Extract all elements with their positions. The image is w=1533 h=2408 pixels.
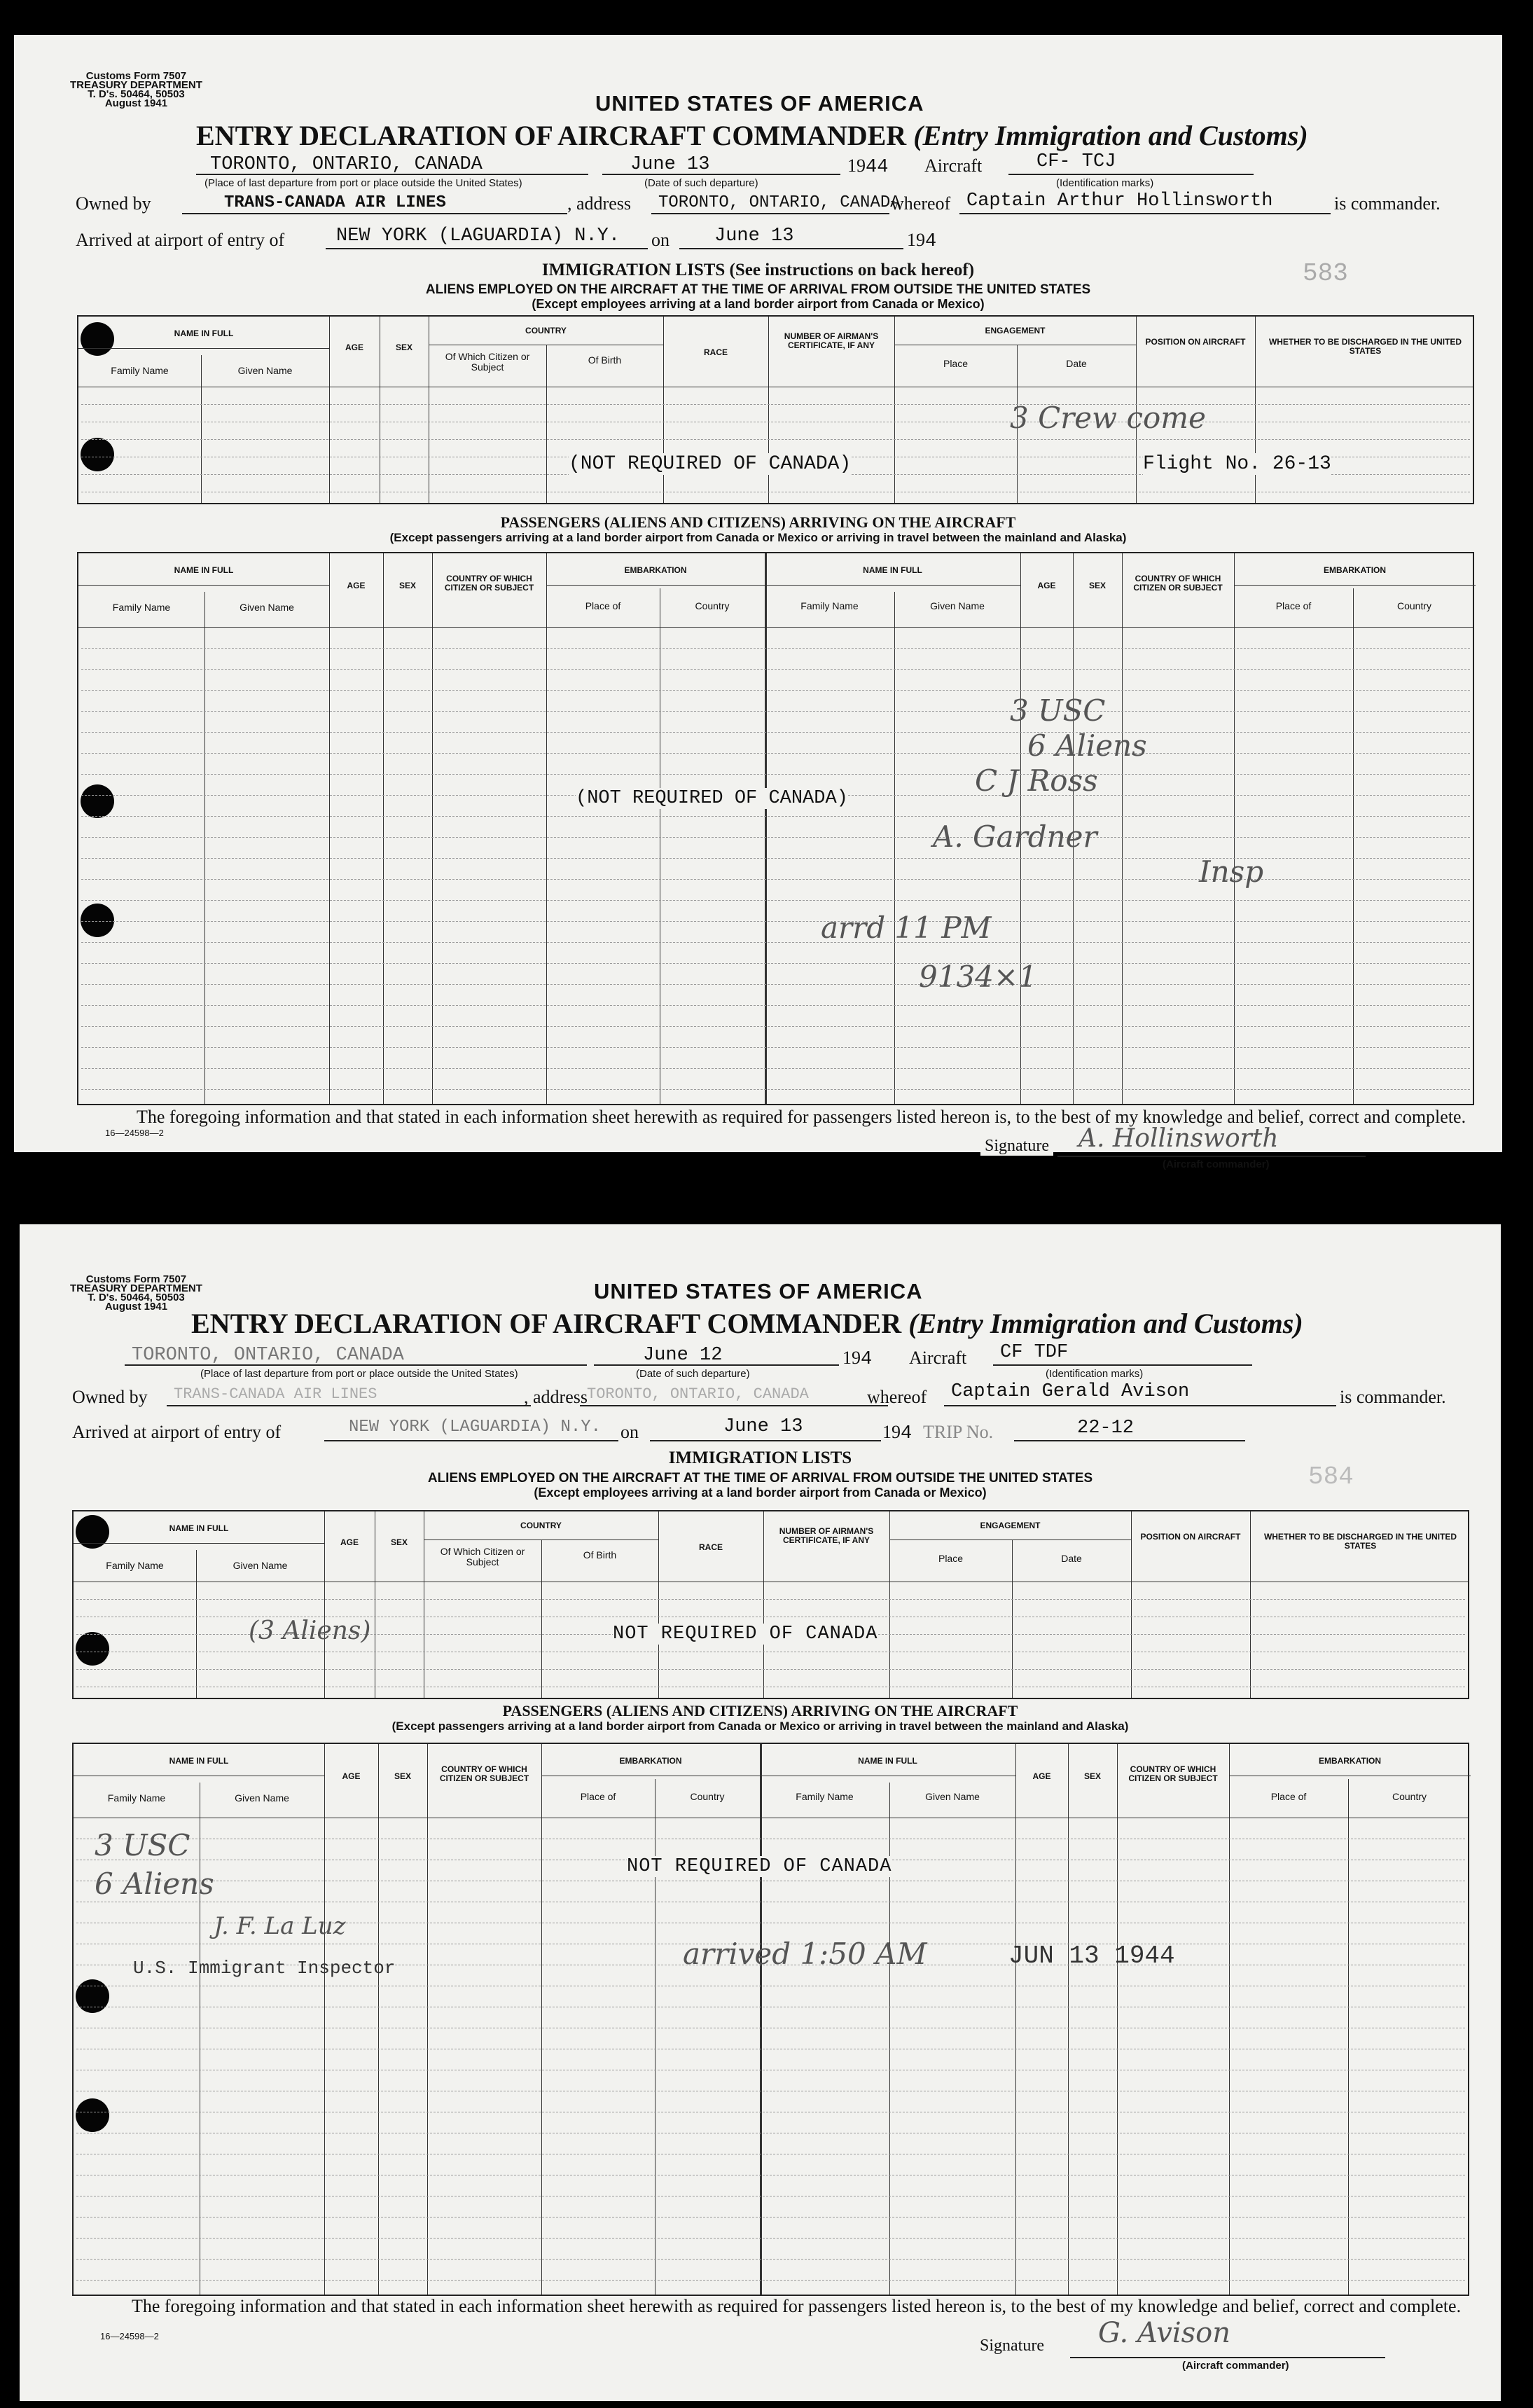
passengers-table xyxy=(77,552,1474,1105)
handwriting-line: A. Gardner xyxy=(933,819,1097,854)
col-place-of: Place of xyxy=(580,1791,616,1802)
arrival-airport: NEW YORK (LAGUARDIA) N.Y. xyxy=(349,1418,602,1437)
col-given-name: Given Name xyxy=(240,602,294,613)
passengers-subtitle: (Except passengers arriving at a land border airport from Canada or Mexico or arriving in travel between the mainland and Alaska) xyxy=(389,531,1127,544)
departure-place-caption: (Place of last departure from port or place outside the United States) xyxy=(200,1368,518,1380)
year-field: 194 xyxy=(842,1348,873,1370)
departure-place: TORONTO, ONTARIO, CANADA xyxy=(210,154,483,175)
handwriting-line: 9134×1 xyxy=(919,960,1037,994)
col-place-of: Place of xyxy=(1275,600,1312,611)
col-date: Date xyxy=(1066,358,1087,369)
commander-suffix: is commander. xyxy=(1340,1387,1446,1407)
owned-label: Owned by xyxy=(72,1387,148,1407)
trip-label: TRIP No. xyxy=(923,1422,994,1442)
col-race: RACE xyxy=(703,347,728,357)
flight-number: Flight No. 26-13 xyxy=(1143,453,1331,475)
form-title: ENTRY DECLARATION OF AIRCRAFT COMMANDER (Entry Immigration and Customs) xyxy=(196,120,1308,151)
col-age: AGE xyxy=(347,581,366,590)
departure-date: June 12 xyxy=(643,1345,723,1366)
signature-label: Signature xyxy=(980,1137,1053,1156)
immigration-lists-title: IMMIGRATION LISTS (See instructions on back hereof) xyxy=(541,261,975,279)
col-given-name: Given Name xyxy=(233,1560,288,1571)
col-embarkation: EMBARKATION xyxy=(1323,565,1387,575)
col-place: Place xyxy=(943,358,969,369)
arrival-airport: NEW YORK (LAGUARDIA) N.Y. xyxy=(336,226,620,247)
col-embarkation: EMBARKATION xyxy=(619,1756,682,1766)
col-family-name: Family Name xyxy=(107,1792,166,1804)
col-date: Date xyxy=(1061,1553,1082,1564)
declaration-sheet-1 xyxy=(14,35,1502,1170)
col-sex: SEX xyxy=(394,1771,411,1781)
col-position: POSITION ON AIRCRAFT xyxy=(1145,337,1246,347)
aircraft-label: Aircraft xyxy=(924,155,983,176)
print-code: 16—24598—2 xyxy=(100,2331,159,2341)
whereof-label: whereof xyxy=(867,1387,927,1407)
handwriting-line: 3 USC xyxy=(1010,693,1106,728)
col-country-citizen: COUNTRY OF WHICH CITIZEN OR SUBJECT xyxy=(439,1764,529,1783)
arrival-year: 194 xyxy=(907,230,937,252)
col-age: AGE xyxy=(340,1537,359,1547)
col-age: AGE xyxy=(342,1771,361,1781)
handwriting-line: arrd 11 PM xyxy=(821,911,992,945)
id-caption: (Identification marks) xyxy=(1056,177,1154,189)
col-place-of: Place of xyxy=(1270,1791,1307,1802)
trip-number: 22-12 xyxy=(1077,1418,1135,1439)
date-stamp: JUN 13 1944 xyxy=(1008,1942,1175,1970)
col-name-in-full: NAME IN FULL xyxy=(169,1756,229,1766)
passengers-subtitle: (Except passengers arriving at a land border airport from Canada or Mexico or arriving in travel between the mainland and Alaska) xyxy=(391,1719,1129,1733)
address-label: , address xyxy=(524,1387,588,1407)
on-label: on xyxy=(651,230,670,250)
col-citizen: Of Which Citizen or Subject xyxy=(440,1546,525,1568)
commander-name: Captain Arthur Hollinsworth xyxy=(966,191,1273,212)
form-title: ENTRY DECLARATION OF AIRCRAFT COMMANDER (Entry Immigration and Customs) xyxy=(191,1308,1303,1339)
col-name-in-full: NAME IN FULL xyxy=(858,1756,917,1766)
departure-date: June 13 xyxy=(630,154,710,175)
certification-text: The foregoing information and that stated in each information sheet herewith as required for passengers listed hereon is, to the best of my knowledge and belief, correct and complete. xyxy=(137,1107,1466,1127)
aliens-table xyxy=(77,315,1474,504)
col-age: AGE xyxy=(1032,1771,1051,1781)
aliens-handwriting: 3 Crew come xyxy=(1010,401,1206,435)
col-country: Country xyxy=(1392,1791,1427,1802)
date-caption: (Date of such departure) xyxy=(644,177,758,189)
handwriting-line: 3 USC xyxy=(95,1828,190,1862)
aliens-title: ALIENS EMPLOYED ON THE AIRCRAFT AT THE TIME OF ARRIVAL FROM OUTSIDE THE UNITED STATES xyxy=(427,1471,1093,1486)
inspector-title: U.S. Immigrant Inspector xyxy=(133,1958,396,1979)
form-identifier: Customs Form 7507 TREASURY DEPARTMENT T. D's. 50464, 50503 August 1941 xyxy=(70,70,202,109)
form-identifier: Customs Form 7507 TREASURY DEPARTMENT T. D's. 50464, 50503 August 1941 xyxy=(70,1273,202,1313)
signature-caption: (Aircraft commander) xyxy=(1182,2360,1289,2372)
commander-suffix: is commander. xyxy=(1334,193,1441,214)
col-name-in-full: NAME IN FULL xyxy=(169,1523,229,1533)
passengers-title: PASSENGERS (ALIENS AND CITIZENS) ARRIVING ON THE AIRCRAFT xyxy=(502,1702,1018,1719)
col-sex: SEX xyxy=(398,581,416,590)
col-engagement: ENGAGEMENT xyxy=(985,326,1046,335)
handwriting-line: 6 Aliens xyxy=(95,1867,214,1901)
aircraft-label: Aircraft xyxy=(909,1348,967,1368)
col-family-name: Family Name xyxy=(796,1791,854,1802)
passengers-table xyxy=(72,1743,1469,2296)
aliens-subtitle: (Except employees arriving at a land border airport from Canada or Mexico) xyxy=(532,297,985,311)
col-of-birth: Of Birth xyxy=(588,354,622,366)
address: TORONTO, ONTARIO, CANADA xyxy=(658,193,901,212)
col-place: Place xyxy=(938,1553,964,1564)
address: TORONTO, ONTARIO, CANADA xyxy=(587,1385,809,1403)
arrival-date: June 13 xyxy=(723,1416,803,1437)
print-code: 16—24598—2 xyxy=(105,1128,164,1138)
col-country-citizen: COUNTRY OF WHICH CITIZEN OR SUBJECT xyxy=(444,574,534,593)
col-family-name: Family Name xyxy=(800,600,859,611)
col-place-of: Place of xyxy=(585,600,621,611)
col-given-name: Given Name xyxy=(930,600,985,611)
aliens-handwriting: (3 Aliens) xyxy=(249,1617,371,1645)
col-sex: SEX xyxy=(395,342,412,352)
aliens-not-required: NOT REQUIRED OF CANADA xyxy=(613,1624,878,1645)
col-race: RACE xyxy=(698,1542,723,1552)
col-given-name: Given Name xyxy=(925,1791,980,1802)
on-label: on xyxy=(620,1422,639,1442)
signature-caption: (Aircraft commander) xyxy=(1163,1158,1270,1170)
arrived-label: Arrived at airport of entry of xyxy=(76,230,285,250)
commander-signature: G. Avison xyxy=(1098,2317,1230,2349)
handwriting-line: 6 Aliens xyxy=(1027,728,1147,763)
immigration-lists-title: IMMIGRATION LISTS xyxy=(668,1448,852,1467)
col-country: COUNTRY xyxy=(525,326,567,335)
col-age: AGE xyxy=(1037,581,1056,590)
handwriting-line: C J Ross xyxy=(975,763,1098,798)
date-caption: (Date of such departure) xyxy=(636,1368,750,1380)
departure-place-caption: (Place of last departure from port or place outside the United States) xyxy=(204,177,522,189)
country-heading: UNITED STATES OF AMERICA xyxy=(594,1279,923,1303)
commander-name: Captain Gerald Avison xyxy=(951,1381,1190,1402)
col-citizen: Of Which Citizen or Subject xyxy=(445,351,530,373)
id-caption: (Identification marks) xyxy=(1046,1368,1144,1380)
whereof-label: whereof xyxy=(891,193,951,214)
stamp-number: 583 xyxy=(1303,259,1348,288)
col-given-name: Given Name xyxy=(237,365,293,376)
owner: TRANS-CANADA AIR LINES xyxy=(174,1385,377,1403)
owner: TRANS-CANADA AIR LINES xyxy=(224,193,446,212)
col-of-birth: Of Birth xyxy=(583,1549,617,1561)
col-family-name: Family Name xyxy=(106,1560,164,1571)
passengers-not-required: (NOT REQUIRED OF CANADA) xyxy=(576,788,848,809)
col-sex: SEX xyxy=(390,1537,408,1547)
passengers-title: PASSENGERS (ALIENS AND CITIZENS) ARRIVING ON THE AIRCRAFT xyxy=(500,513,1016,531)
col-age: AGE xyxy=(345,342,363,352)
stamp-number: 584 xyxy=(1308,1462,1354,1491)
col-country-citizen: COUNTRY OF WHICH CITIZEN OR SUBJECT xyxy=(1128,1764,1218,1783)
owned-label: Owned by xyxy=(76,193,151,214)
col-discharged: WHETHER TO BE DISCHARGED IN THE UNITED STATES xyxy=(1263,1532,1457,1551)
col-sex: SEX xyxy=(1083,1771,1101,1781)
aliens-title: ALIENS EMPLOYED ON THE AIRCRAFT AT THE TIME OF ARRIVAL FROM OUTSIDE THE UNITED STATES xyxy=(425,282,1091,297)
col-sex: SEX xyxy=(1088,581,1106,590)
col-engagement: ENGAGEMENT xyxy=(980,1521,1041,1530)
col-country: Country xyxy=(690,1791,725,1802)
col-country-citizen: COUNTRY OF WHICH CITIZEN OR SUBJECT xyxy=(1133,574,1223,593)
signature-label: Signature xyxy=(976,2337,1048,2355)
arrived-label: Arrived at airport of entry of xyxy=(72,1422,282,1442)
col-position: POSITION ON AIRCRAFT xyxy=(1140,1532,1241,1542)
handwriting-line: Insp xyxy=(1199,854,1264,889)
col-airman-cert: NUMBER OF AIRMAN'S CERTIFICATE, IF ANY xyxy=(779,1526,874,1545)
aliens-subtitle: (Except employees arriving at a land border airport from Canada or Mexico) xyxy=(534,1486,987,1500)
col-airman-cert: NUMBER OF AIRMAN'S CERTIFICATE, IF ANY xyxy=(784,331,879,350)
col-name-in-full: NAME IN FULL xyxy=(174,565,234,575)
col-country: Country xyxy=(1396,600,1432,611)
col-given-name: Given Name xyxy=(235,1792,289,1804)
certification-text: The foregoing information and that stated in each information sheet herewith as required for passengers listed hereon is, to the best of my knowledge and belief, correct and complete. xyxy=(132,2296,1462,2316)
arrival-date: June 13 xyxy=(714,226,794,247)
departure-place: TORONTO, ONTARIO, CANADA xyxy=(132,1345,404,1366)
year-field: 1944 xyxy=(847,155,889,178)
country-heading: UNITED STATES OF AMERICA xyxy=(595,91,924,116)
col-name-in-full: NAME IN FULL xyxy=(863,565,922,575)
aliens-not-required: (NOT REQUIRED OF CANADA) xyxy=(569,453,852,475)
declaration-sheet-2 xyxy=(20,1224,1501,2401)
aircraft-id: CF TDF xyxy=(1000,1342,1069,1363)
handwriting-line: arrived 1:50 AM xyxy=(683,1937,927,1971)
col-name-in-full: NAME IN FULL xyxy=(174,328,234,338)
handwriting-line: J. F. La Luz xyxy=(214,1912,346,1940)
col-family-name: Family Name xyxy=(111,365,169,376)
col-discharged: WHETHER TO BE DISCHARGED IN THE UNITED STATES xyxy=(1268,337,1462,356)
aliens-table xyxy=(72,1510,1469,1699)
col-family-name: Family Name xyxy=(112,602,171,613)
col-country: Country xyxy=(695,600,730,611)
aircraft-id: CF- TCJ xyxy=(1036,151,1116,172)
commander-signature: A. Hollinsworth xyxy=(1078,1124,1279,1153)
col-embarkation: EMBARKATION xyxy=(1318,1756,1382,1766)
col-country: COUNTRY xyxy=(520,1521,562,1530)
address-label: , address xyxy=(567,193,631,214)
col-embarkation: EMBARKATION xyxy=(624,565,687,575)
arrival-year: 194 xyxy=(882,1422,913,1444)
passengers-not-required: NOT REQUIRED OF CANADA xyxy=(627,1856,892,1877)
